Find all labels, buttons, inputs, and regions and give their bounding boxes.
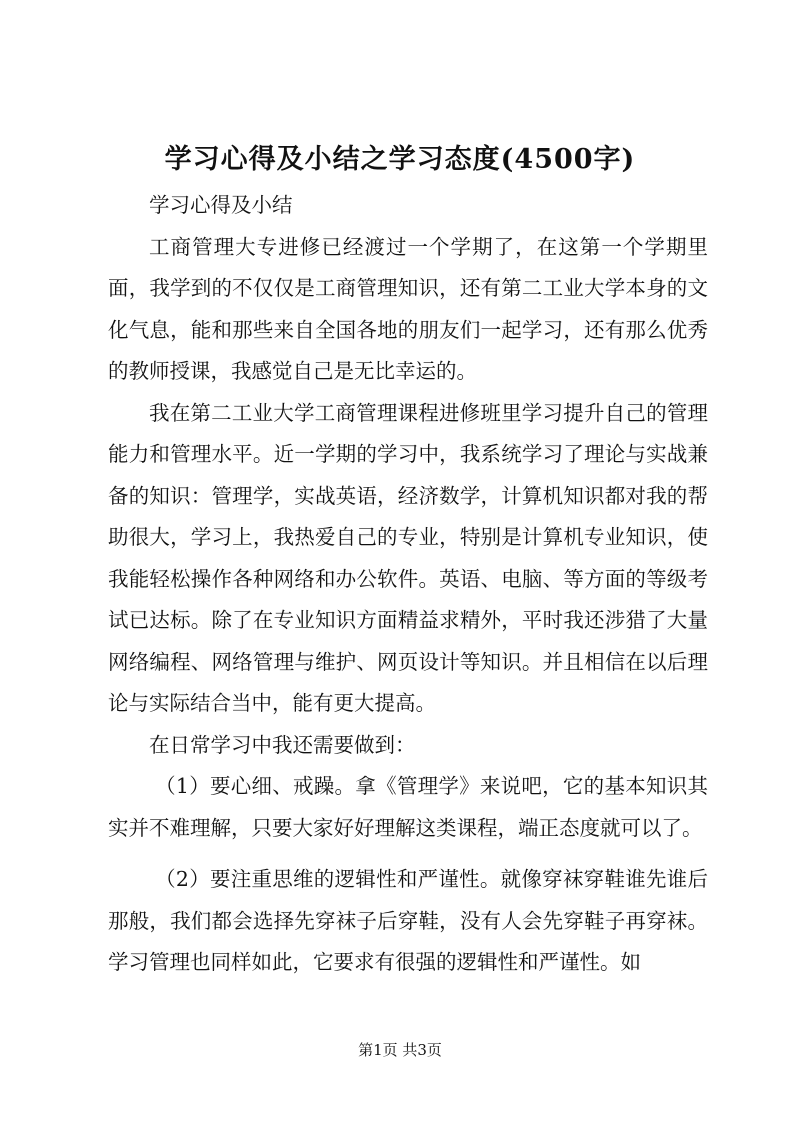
paragraph-1: 工商管理大专进修已经渡过一个学期了，在这第一个学期里面，我学到的不仅仅是工商管理知识，还有第二工业大学本身的文化气息，能和那些来自全国各地的朋友们一起学习，还有那么优秀的教师授课，我感觉自己是无比幸运的。 — [108, 234, 708, 383]
paragraph-item-2: （2）要注重思维的逻辑性和严谨性。就像穿袜穿鞋谁先谁后那般，我们都会选择先穿袜子后穿鞋，没有人会先穿鞋子再穿袜。学习管理也同样如此，它要求有很强的逻辑性和严谨性。如 — [108, 867, 708, 974]
document-body — [108, 185, 708, 984]
paragraph-item-1: （1）要心细、戒躁。拿《管理学》来说吧，它的基本知识其实并不难理解，只要大家好好理解这类课程，端正态度就可以了。 — [108, 774, 708, 840]
paragraph-2: 我在第二工业大学工商管理课程进修班里学习提升自己的管理能力和管理水平。近一学期的学习中，我系统学习了理论与实战兼备的知识：管理学，实战英语，经济数学，计算机知识都对我的帮助很大，学习上，我热爱自己的专业，特别是计算机专业知识，使我能轻松操作各种网络和办公软件。英语、电脑、等方面的等级考试已达标。除了在专业知识方面精益求精外，平时我还涉猎了大量网络编程、网络管理与维护、网页设计等知识。并且相信在以后理论与实际结合当中，能有更大提高。 — [108, 400, 708, 715]
document-title: 学习心得及小结之学习态度(4500字) — [164, 144, 636, 175]
paragraph-3: 在日常学习中我还需要做到： — [149, 732, 416, 757]
page-footer: 第1页 共3页 — [358, 1041, 442, 1059]
document-subtitle: 学习心得及小结 — [149, 193, 293, 217]
